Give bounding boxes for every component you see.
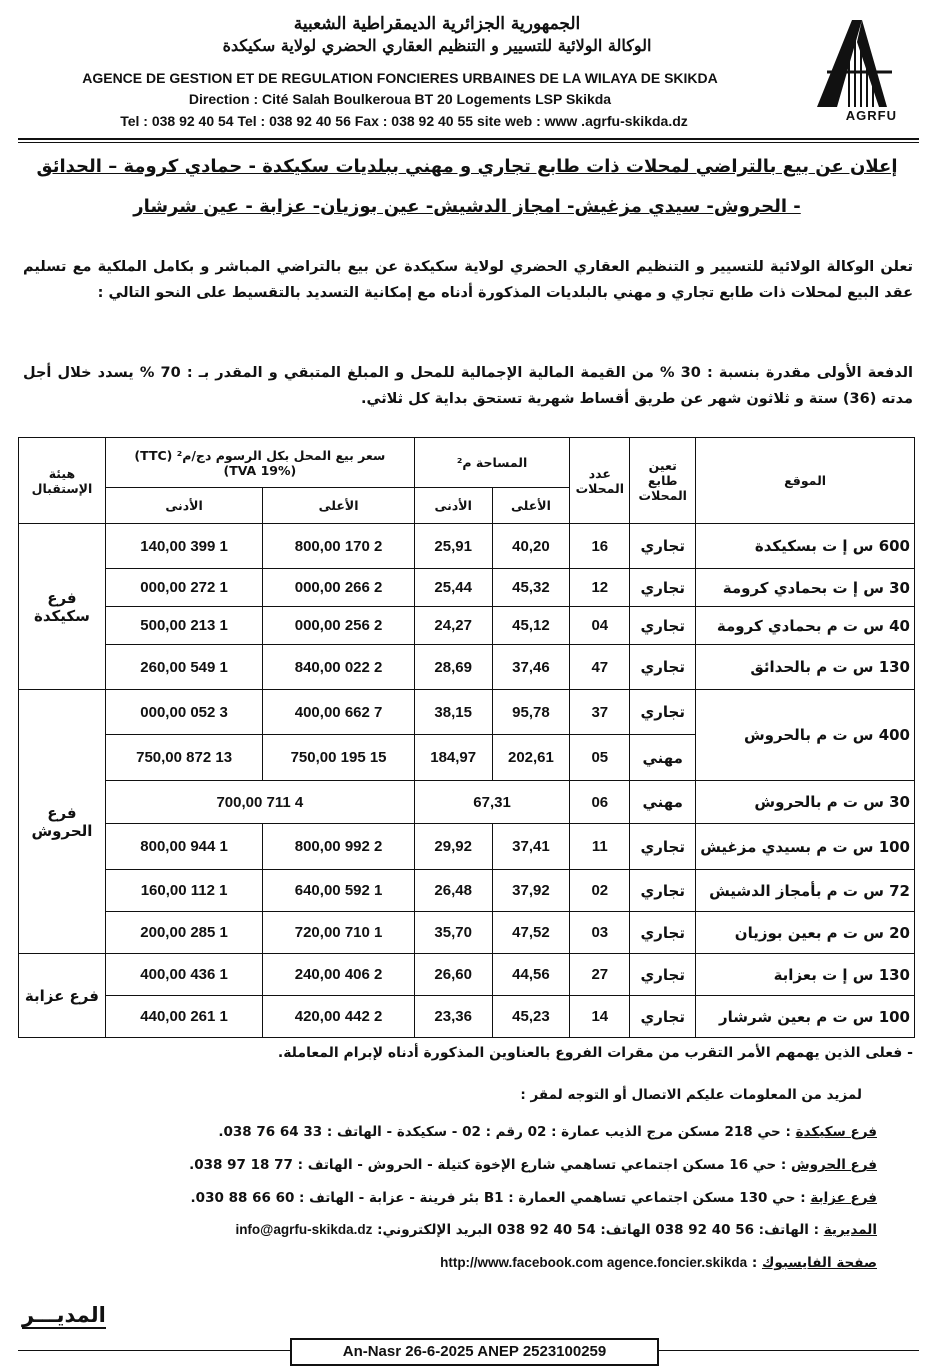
cell-area-max: 45,12 [492,607,570,645]
cell-price-max: 2 992 800,00 [263,824,415,870]
contact-facebook [57,1255,877,1271]
header-type: تعين طابع المحلات [630,438,696,524]
cell-area-min: 26,60 [414,954,492,996]
table-row [19,690,915,735]
cell-site: 130 س ت م بالحدائق [696,645,915,690]
header-price-tva: (TVA 19%) [223,462,297,478]
cell-area-min: 29,92 [414,824,492,870]
cell-area-max: 47,52 [492,912,570,954]
header-area: المساحة م² [414,438,570,488]
header-area-min: الأدنى [414,488,492,524]
cell-count: 04 [570,607,630,645]
header-french-address: Direction : Cité Salah Boulkeroua BT 20 Logements LSP Skikda [188,91,612,107]
cell-price-min: 1 261 440,00 [105,996,262,1038]
table-row [19,954,915,996]
cell-price-min: 1 944 800,00 [105,824,262,870]
cell-area-max: 44,56 [492,954,570,996]
cell-type: تجاري [630,996,696,1038]
table-row [19,870,915,912]
contact-intro: لمزيد من المعلومات عليكم الاتصال أو التوجه لمقر : [520,1087,862,1103]
table-row [19,781,915,824]
cell-area-max: 45,32 [492,569,570,607]
cell-area-min: 35,70 [414,912,492,954]
cell-area-min: 26,48 [414,870,492,912]
contact-facebook-label: صفحة الفايسبوك [761,1255,877,1271]
cell-price-min: 3 052 000,00 [105,690,262,735]
cell-area-max: 45,23 [492,996,570,1038]
header-contact-line: Tel : 038 92 40 54 Tel : 038 92 40 56 Fax : 038 92 40 55 site web : www .agrfu-skikda.dz [120,113,688,129]
header-branch: هيئة الإستقبال [19,438,106,524]
cell-area: 67,31 [414,781,570,824]
cell-price-min: 1 213 500,00 [105,607,262,645]
contact-skikda [57,1124,877,1140]
cell-count: 37 [570,690,630,735]
header-area-max: الأعلى [492,488,570,524]
cell-area-min: 28,69 [414,645,492,690]
header-count: عدد المحلات [570,438,630,524]
cell-site: 30 س إ ت بحمادي كرومة [696,569,915,607]
cell-site: 600 س إ ت بسكيكدة [696,524,915,569]
cell-area-max: 37,46 [492,645,570,690]
header-rule-thin [18,142,919,143]
cell-area-max: 202,61 [492,735,570,781]
announcement-title: إعلان عن بيع بالتراضي لمحلات ذات طابع تجاري و مهني ببلديات سكيكدة - حمادي كرومة – الحدائق [36,156,898,177]
cell-price-max: 2 266 000,00 [263,569,415,607]
cell-site: 30 س ت م بالحروش [696,781,915,824]
email-link[interactable]: info@agrfu-skikda.dz [235,1222,373,1237]
cell-type: تجاري [630,607,696,645]
cell-branch-skikda: فرع سكيكدة [19,524,106,690]
table-row [19,824,915,870]
cell-area-min: 25,44 [414,569,492,607]
cell-site: 100 س ت م بعين شرشار [696,996,915,1038]
header-french-agency: AGENCE DE GESTION ET DE REGULATION FONCIERES URBAINES DE LA WILAYA DE SKIKDA [82,70,718,86]
cell-site: 400 س ت م بالحروش [696,690,915,781]
table-row [19,645,915,690]
contact-note: - فعلى الذين يهمهم الأمر التقرب من مقرات الفروع بالعناوين المذكورة أدناه لإبرام المعاملة. [277,1045,913,1061]
cell-branch-azzaba: فرع عزابة [19,954,106,1038]
cell-count: 02 [570,870,630,912]
cell-area-max: 37,41 [492,824,570,870]
cell-site: 100 س ت م بسيدي مزغيش [696,824,915,870]
cell-area-min: 38,15 [414,690,492,735]
cell-type: مهني [630,781,696,824]
cell-price-min: 13 872 750,00 [105,735,262,781]
cell-price-max: 15 195 750,00 [263,735,415,781]
cell-site: 72 س ت م بأمجاز الدشيش [696,870,915,912]
cell-type: تجاري [630,524,696,569]
cell-price-min: 1 549 260,00 [105,645,262,690]
cell-area-min: 184,97 [414,735,492,781]
cell-area-min: 25,91 [414,524,492,569]
cell-price-max: 2 022 840,00 [263,645,415,690]
header-price [105,438,414,488]
header-rule [18,138,919,140]
contact-azzaba [57,1190,877,1206]
cell-price-min: 1 436 400,00 [105,954,262,996]
payment-paragraph: الدفعة الأولى مقدرة بنسبة : 30 % من القيمة المالية الإجمالية للمحل و المبلغ المتبقي و المقدر بـ : 70 % يسدد خلال أجل مدته (36) ستة و ثلاثون شهر عن طريق أقساط شهرية تستحق بداية كل ثلاثي. [23,365,913,407]
cell-price-max: 2 442 420,00 [263,996,415,1038]
contact-facebook-sep: : [747,1255,762,1271]
cell-site: 40 س ت م بحمادي كرومة [696,607,915,645]
cell-price-min: 1 285 200,00 [105,912,262,954]
cell-site: 20 س ت م بعين بوزيان [696,912,915,954]
cell-type: تجاري [630,912,696,954]
cell-price-max: 2 406 240,00 [263,954,415,996]
cell-count: 05 [570,735,630,781]
cell-price-max: 1 592 640,00 [263,870,415,912]
cell-site: 130 س إ ت بعزابة [696,954,915,996]
cell-price-max: 1 710 720,00 [263,912,415,954]
cell-count: 16 [570,524,630,569]
cell-type: تجاري [630,569,696,607]
table-row [19,607,915,645]
director-signature: المديـــر [22,1303,106,1327]
contact-azzaba-label: فرع عزابة [810,1190,877,1206]
agency-logo-icon [807,12,897,112]
logo-text: AGRFU [845,108,897,123]
intro-paragraph: تعلن الوكالة الولائية للتسيير و التنظيم العقاري الحضري لولاية سكيكدة عن بيع بالتراضي المباشر و بكامل الملكية مع تسليم عقد البيع لمحلات ذات طابع تجاري و مهني بالبلديات المذكورة أدناه مع إمكانية التسديد بالتقسيط على النحو التالي : [23,259,913,301]
cell-price-max: 7 662 400,00 [263,690,415,735]
header-price-label: سعر بيع المحل بكل الرسوم دج/م² (TTC) [134,447,386,463]
announcement-subtitle: - الحروش- سيدي مزغيش- امجاز الدشيش- عين بوزيان- عزابة - عين شرشار [133,196,801,217]
cell-branch-harrouch: فرع الحروش [19,690,106,954]
cell-price: 4 711 700,00 [105,781,414,824]
cell-area-max: 40,20 [492,524,570,569]
cell-count: 27 [570,954,630,996]
cell-type: تجاري [630,645,696,690]
cell-type: تجاري [630,690,696,735]
cell-area-max: 37,92 [492,870,570,912]
cell-area-min: 23,36 [414,996,492,1038]
contact-harrouch-text: : حي 16 مسكن اجتماعي تساهمي شارع الإخوة كتيلة - الحروش - الهاتف : 77 18 97 038. [189,1157,791,1173]
facebook-link[interactable]: http://www.facebook.com agence.foncier.skikda [440,1255,748,1270]
cell-price-min: 1 272 000,00 [105,569,262,607]
cell-price-max: 2 256 000,00 [263,607,415,645]
cell-price-min: 1 112 160,00 [105,870,262,912]
header-price-max: الأعلى [263,488,415,524]
cell-count: 12 [570,569,630,607]
cell-type: تجاري [630,824,696,870]
table-row [19,912,915,954]
sale-table [18,437,915,1038]
cell-area-min: 24,27 [414,607,492,645]
cell-area-max: 95,78 [492,690,570,735]
contact-skikda-label: فرع سكيكدة [795,1124,877,1140]
publication-footer: An-Nasr 26-6-2025 ANEP 2523100259 [290,1338,659,1366]
cell-count: 14 [570,996,630,1038]
cell-count: 06 [570,781,630,824]
contact-direction [57,1222,877,1238]
table-row [19,996,915,1038]
contact-harrouch-label: فرع الحروش [790,1157,877,1173]
table-row [19,569,915,607]
cell-type: تجاري [630,954,696,996]
cell-price-max: 2 170 800,00 [263,524,415,569]
cell-count: 03 [570,912,630,954]
header-arabic-agency: الوكالة الولائية للتسيير و التنظيم العقاري الحضري لولاية سكيكدة [222,36,652,55]
contact-direction-label: المديرية [823,1222,877,1238]
header-arabic-republic: الجمهورية الجزائرية الديمقراطية الشعبية [293,14,581,34]
contact-azzaba-text: : حي 130 مسكن اجتماعي تساهمي العمارة : B1 بئر فرينة - عزابة - الهاتف : 60 66 88 030. [190,1190,811,1206]
table-row [19,524,915,569]
cell-count: 47 [570,645,630,690]
contact-harrouch [57,1157,877,1173]
cell-price-min: 1 399 140,00 [105,524,262,569]
cell-type: مهني [630,735,696,781]
contact-direction-text: : الهاتف: 56 40 92 038 الهاتف: 54 40 92 038 البريد الإلكتروني: [372,1222,824,1238]
cell-type: تجاري [630,870,696,912]
cell-count: 11 [570,824,630,870]
contact-skikda-text: : حي 218 مسكن مرج الذيب عمارة : 02 رقم : 02 - سكيكدة - الهاتف : 33 64 76 038. [218,1124,796,1140]
header-price-min: الأدنى [105,488,262,524]
header-site: الموقع [696,438,915,524]
